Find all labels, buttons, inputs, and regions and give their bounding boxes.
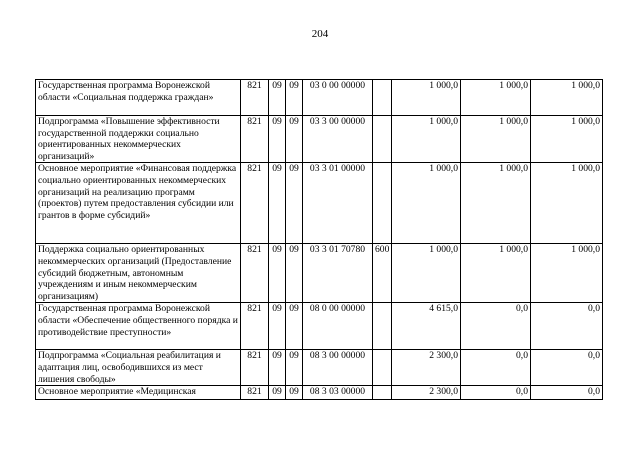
row-value-3: 1 000,0 <box>531 116 603 163</box>
table-row <box>36 163 603 244</box>
row-rz: 09 <box>269 116 286 163</box>
row-csr: 03 0 00 00000 <box>303 80 373 116</box>
table-row <box>36 303 603 350</box>
row-value-3: 1 000,0 <box>531 244 603 303</box>
row-value-1: 1 000,0 <box>392 163 461 244</box>
row-rz: 09 <box>269 163 286 244</box>
row-rz: 09 <box>269 303 286 350</box>
row-csr: 03 3 00 00000 <box>303 116 373 163</box>
row-csr: 03 3 01 70780 <box>303 244 373 303</box>
row-gr: 821 <box>241 116 269 163</box>
row-name: Поддержка социально ориентированных некоммерческих организаций (Предоставление субсидий бюджетным, автономным учреждениям и иным некоммерческим организациям) <box>36 244 241 303</box>
row-value-3: 0,0 <box>531 303 603 350</box>
row-vr <box>373 80 392 116</box>
row-vr <box>373 303 392 350</box>
row-rz: 09 <box>269 80 286 116</box>
row-value-3: 0,0 <box>531 386 603 400</box>
row-vr <box>373 163 392 244</box>
row-name: Подпрограмма «Социальная реабилитация и адаптация лиц, освободившихся из мест лишения свободы» <box>36 350 241 386</box>
row-value-2: 1 000,0 <box>461 80 531 116</box>
row-name: Государственная программа Воронежской области «Социальная поддержка граждан» <box>36 80 241 116</box>
row-value-1: 1 000,0 <box>392 244 461 303</box>
row-value-2: 0,0 <box>461 303 531 350</box>
row-value-3: 0,0 <box>531 350 603 386</box>
row-gr: 821 <box>241 350 269 386</box>
row-pr: 09 <box>286 350 303 386</box>
row-value-1: 2 300,0 <box>392 350 461 386</box>
row-vr <box>373 350 392 386</box>
row-csr: 03 3 01 00000 <box>303 163 373 244</box>
row-pr: 09 <box>286 303 303 350</box>
row-rz: 09 <box>269 386 286 400</box>
row-rz: 09 <box>269 350 286 386</box>
row-value-1: 1 000,0 <box>392 80 461 116</box>
row-pr: 09 <box>286 80 303 116</box>
row-vr <box>373 386 392 400</box>
row-name: Подпрограмма «Повышение эффективности государственной поддержки социально ориентированных некоммерческих организаций» <box>36 116 241 163</box>
row-csr: 08 3 00 00000 <box>303 350 373 386</box>
table-row <box>36 386 603 400</box>
table-row <box>36 244 603 303</box>
row-value-2: 0,0 <box>461 350 531 386</box>
row-value-2: 1 000,0 <box>461 116 531 163</box>
row-gr: 821 <box>241 80 269 116</box>
row-name: Основное мероприятие «Медицинская <box>36 386 241 400</box>
table-row <box>36 80 603 116</box>
row-pr: 09 <box>286 163 303 244</box>
row-value-2: 0,0 <box>461 386 531 400</box>
row-gr: 821 <box>241 386 269 400</box>
page-number: 204 <box>311 28 329 40</box>
row-value-2: 1 000,0 <box>461 163 531 244</box>
row-gr: 821 <box>241 163 269 244</box>
row-value-3: 1 000,0 <box>531 80 603 116</box>
table-row <box>36 350 603 386</box>
row-rz: 09 <box>269 244 286 303</box>
row-pr: 09 <box>286 116 303 163</box>
row-csr: 08 0 00 00000 <box>303 303 373 350</box>
row-name: Государственная программа Воронежской области «Обеспечение общественного порядка и противодействие преступности» <box>36 303 241 350</box>
row-pr: 09 <box>286 386 303 400</box>
row-value-2: 1 000,0 <box>461 244 531 303</box>
row-value-1: 4 615,0 <box>392 303 461 350</box>
budget-table <box>35 79 603 400</box>
row-pr: 09 <box>286 244 303 303</box>
row-value-1: 1 000,0 <box>392 116 461 163</box>
row-vr <box>373 116 392 163</box>
row-vr: 600 <box>373 244 392 303</box>
row-name: Основное мероприятие «Финансовая поддержка социально ориентированных некоммерческих организаций на реализацию программ (проектов) путем предоставления субсидии или грантов в форме субсидий» <box>36 163 241 244</box>
row-value-3: 1 000,0 <box>531 163 603 244</box>
row-gr: 821 <box>241 244 269 303</box>
row-csr: 08 3 03 00000 <box>303 386 373 400</box>
row-gr: 821 <box>241 303 269 350</box>
row-value-1: 2 300,0 <box>392 386 461 400</box>
table-row <box>36 116 603 163</box>
